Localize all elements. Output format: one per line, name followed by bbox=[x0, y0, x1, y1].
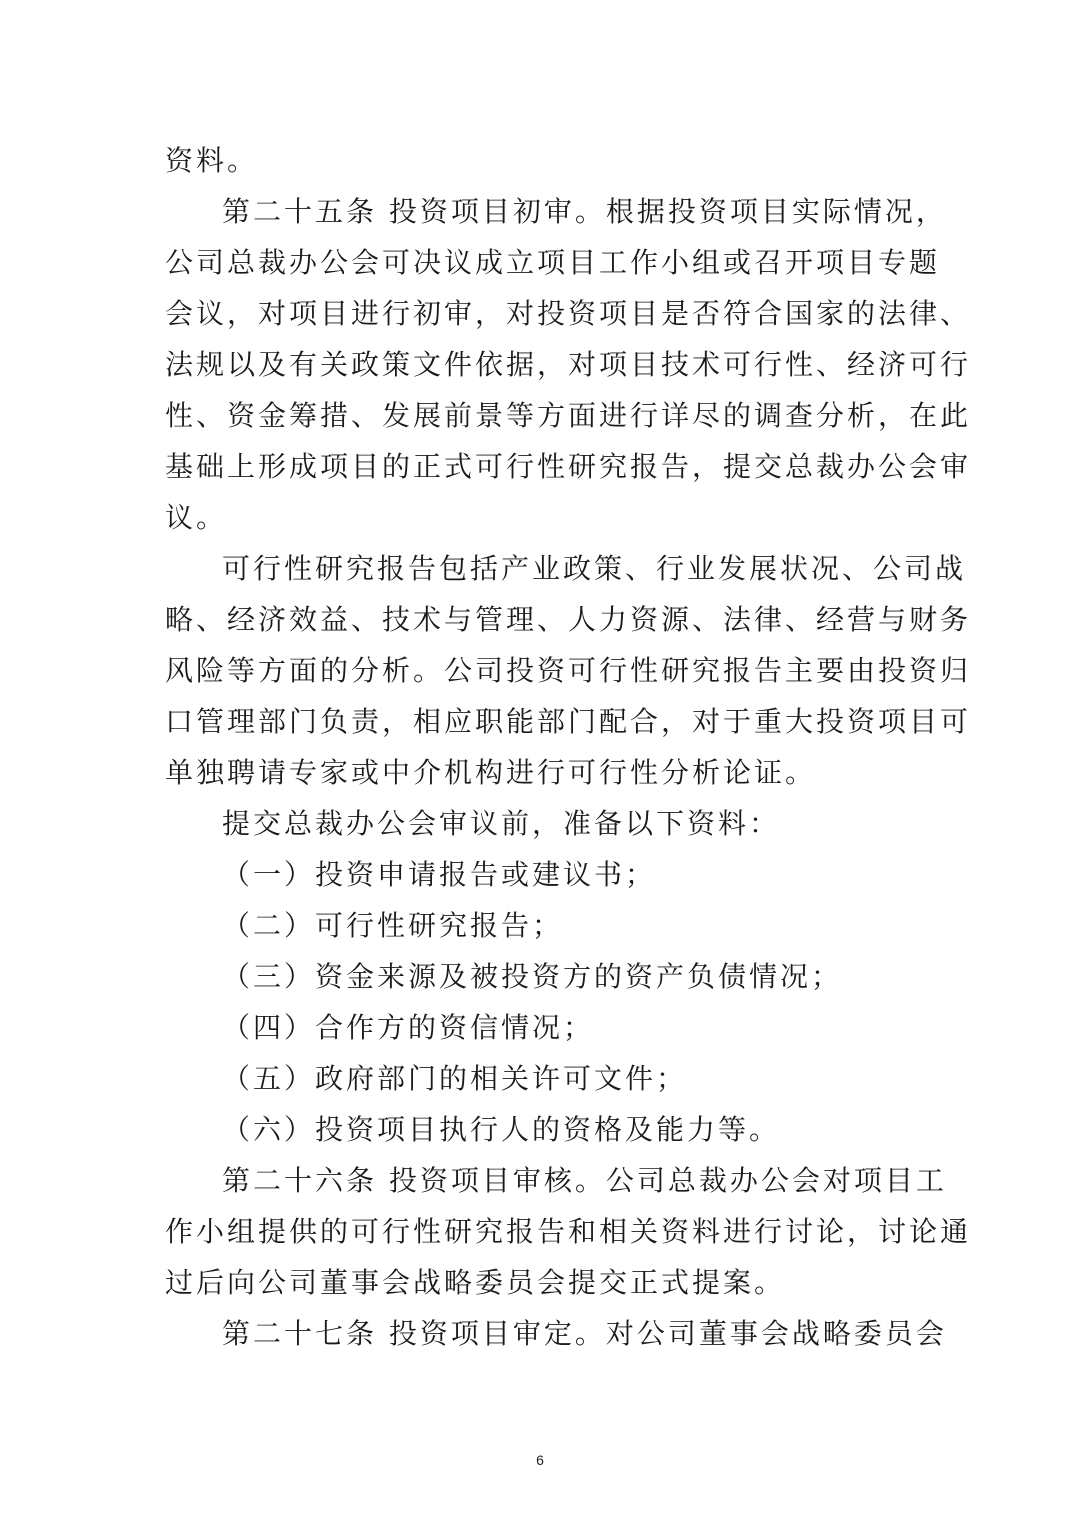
list-item: （五）政府部门的相关许可文件； bbox=[222, 1062, 688, 1095]
list-item: （四）合作方的资信情况； bbox=[222, 1011, 595, 1044]
list-item: （二）可行性研究报告； bbox=[222, 909, 564, 942]
article-27-heading-line: 第二十七条 投资项目审定。对公司董事会战略委员会 bbox=[222, 1317, 947, 1350]
text-line: 性、资金筹措、发展前景等方面进行详尽的调查分析，在此 bbox=[165, 399, 972, 432]
text-line: 法规以及有关政策文件依据，对项目技术可行性、经济可行 bbox=[165, 348, 972, 381]
page-number: 6 bbox=[536, 1452, 544, 1468]
article-25-heading-line: 第二十五条 投资项目初审。根据投资项目实际情况， bbox=[222, 195, 947, 228]
list-item: （六）投资项目执行人的资格及能力等。 bbox=[222, 1113, 781, 1146]
article-26-heading-line: 第二十六条 投资项目审核。公司总裁办公会对项目工 bbox=[222, 1164, 947, 1197]
materials-intro-line: 提交总裁办公会审议前，准备以下资料： bbox=[222, 807, 781, 840]
list-item: （一）投资申请报告或建议书； bbox=[222, 858, 657, 891]
text-line: 基础上形成项目的正式可行性研究报告，提交总裁办公会审 bbox=[165, 450, 972, 483]
paragraph-start-line: 可行性研究报告包括产业政策、行业发展状况、公司战 bbox=[222, 552, 967, 585]
document-body bbox=[165, 135, 972, 1359]
text-line: 资料。 bbox=[165, 144, 259, 177]
text-line: 单独聘请专家或中介机构进行可行性分析论证。 bbox=[165, 756, 817, 789]
text-line: 会议，对项目进行初审，对投资项目是否符合国家的法律、 bbox=[165, 297, 972, 330]
text-line: 公司总裁办公会可决议成立项目工作小组或召开项目专题 bbox=[165, 246, 941, 279]
text-line: 风险等方面的分析。公司投资可行性研究报告主要由投资归 bbox=[165, 654, 972, 687]
list-item: （三）资金来源及被投资方的资产负债情况； bbox=[222, 960, 843, 993]
text-line: 作小组提供的可行性研究报告和相关资料进行讨论，讨论通 bbox=[165, 1215, 972, 1248]
text-line: 略、经济效益、技术与管理、人力资源、法律、经营与财务 bbox=[165, 603, 972, 636]
text-line: 议。 bbox=[165, 501, 228, 534]
text-line: 口管理部门负责，相应职能部门配合，对于重大投资项目可 bbox=[165, 705, 972, 738]
text-line: 过后向公司董事会战略委员会提交正式提案。 bbox=[165, 1266, 786, 1299]
